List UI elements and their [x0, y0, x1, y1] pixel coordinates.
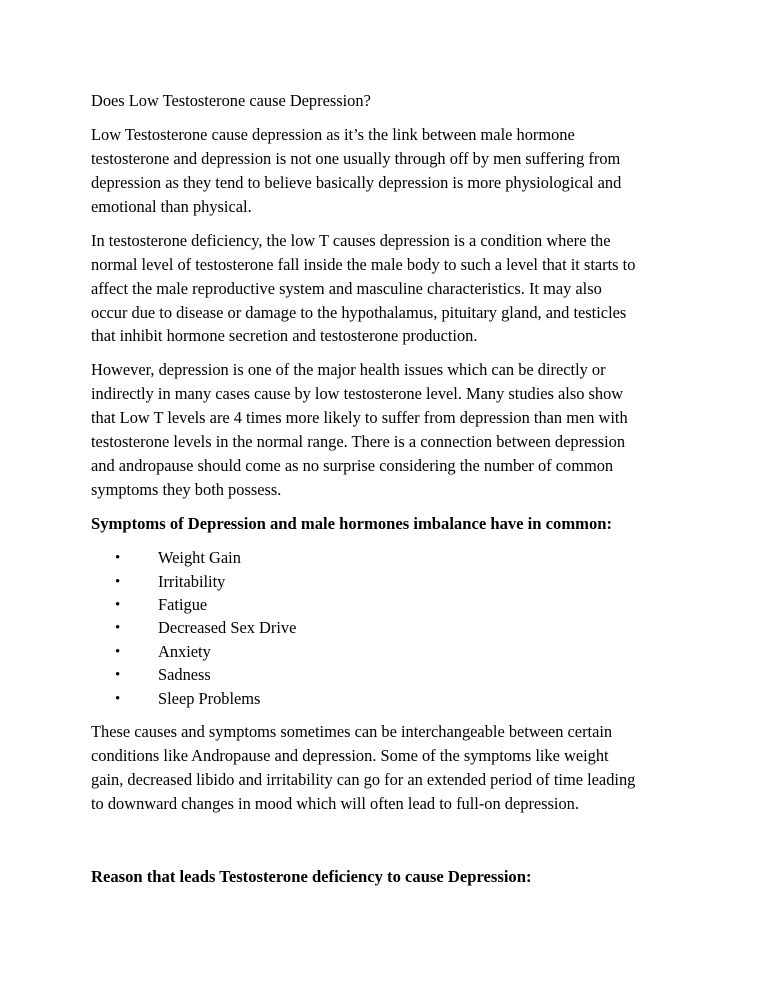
bullet-icon: •	[115, 620, 121, 636]
list-item-label: Anxiety	[158, 642, 211, 661]
text-line: normal level of testosterone fall inside the male body to such a level that it starts to	[91, 255, 636, 274]
bullet-icon: •	[115, 597, 121, 613]
text-line: depression as they tend to believe basically depression is more physiological and	[91, 173, 622, 192]
text-line: testosterone and depression is not one usually through off by men suffering from	[91, 149, 621, 168]
text-line: These causes and symptoms sometimes can be interchangeable between certain	[91, 722, 613, 741]
bullet-icon: •	[115, 667, 121, 683]
text-line: symptoms they both possess.	[91, 480, 282, 499]
text-line: to downward changes in mood which will often lead to full-on depression.	[91, 794, 579, 813]
reason-heading: Reason that leads Testosterone deficiency to cause Depression:	[91, 867, 532, 886]
page-body	[91, 0, 691, 994]
symptoms-heading: Symptoms of Depression and male hormones imbalance have in common:	[91, 514, 613, 533]
text-line: gain, decreased libido and irritability can go for an extended period of time leading	[91, 770, 636, 789]
bullet-icon: •	[115, 644, 121, 660]
text-line: conditions like Andropause and depression. Some of the symptoms like weight	[91, 746, 609, 765]
bullet-icon: •	[115, 691, 121, 707]
list-item-label: Fatigue	[158, 595, 208, 614]
text-line: affect the male reproductive system and masculine characteristics. It may also	[91, 279, 602, 298]
text-line: occur due to disease or damage to the hypothalamus, pituitary gland, and testicles	[91, 303, 627, 322]
list-item-label: Decreased Sex Drive	[158, 618, 297, 637]
text-line: In testosterone deficiency, the low T causes depression is a condition where the	[91, 231, 611, 250]
list-item-label: Sadness	[158, 665, 211, 684]
text-line: that Low T levels are 4 times more likely to suffer from depression than men with	[91, 408, 628, 427]
text-line: emotional than physical.	[91, 197, 252, 216]
bullet-icon: •	[115, 550, 121, 566]
text-line: testosterone levels in the normal range. There is a connection between depression	[91, 432, 626, 451]
text-line: that inhibit hormone secretion and testosterone production.	[91, 326, 478, 345]
text-line: Low Testosterone cause depression as it’s the link between male hormone	[91, 125, 575, 144]
list-item-label: Sleep Problems	[158, 689, 261, 708]
list-item-label: Weight Gain	[158, 548, 241, 567]
text-line: indirectly in many cases cause by low testosterone level. Many studies also show	[91, 384, 624, 403]
list-item-label: Irritability	[158, 572, 226, 591]
text-line: However, depression is one of the major health issues which can be directly or	[91, 360, 606, 379]
bullet-icon: •	[115, 574, 121, 590]
document-title: Does Low Testosterone cause Depression?	[91, 91, 371, 110]
text-line: and andropause should come as no surprise considering the number of common	[91, 456, 614, 475]
